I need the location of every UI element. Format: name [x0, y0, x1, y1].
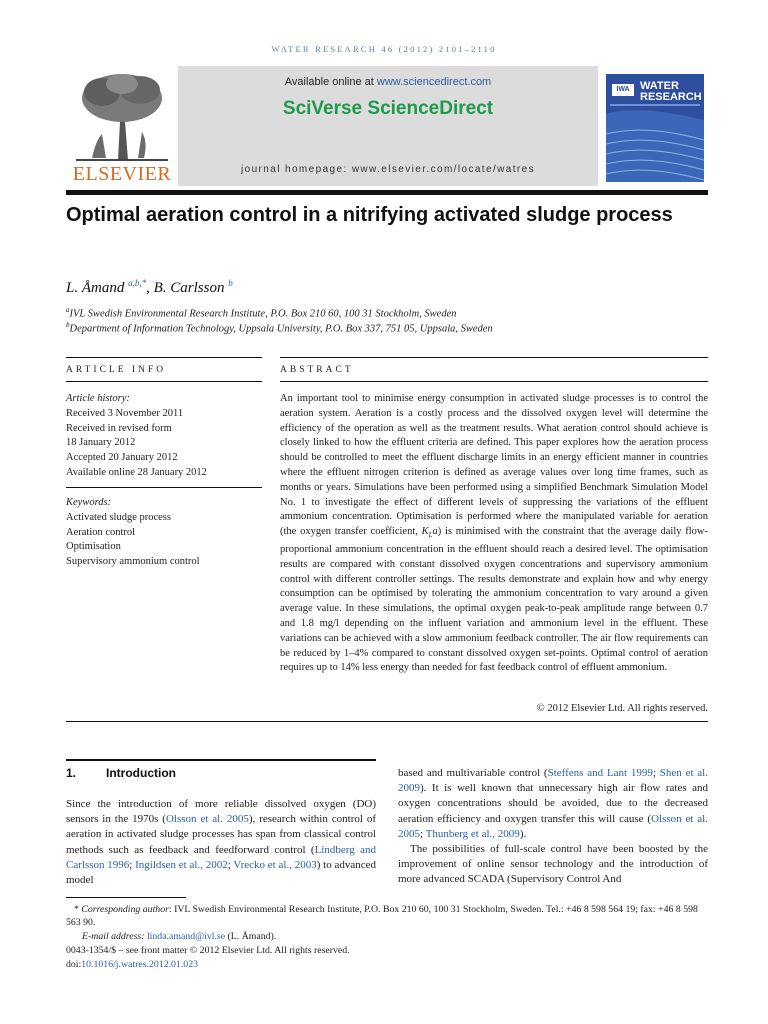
citation-link[interactable]: Thunberg et al., 2009 — [425, 827, 520, 840]
article-history — [66, 392, 262, 481]
divider — [66, 381, 262, 382]
author-list: L. Åmand $^{a,b,*}$, B. Carlsson $^b$ — [66, 278, 233, 296]
paragraph — [398, 766, 708, 842]
history-item: Accepted 20 January 2012 — [66, 452, 178, 464]
journal-homepage[interactable]: journal homepage: www.elsevier.com/locate/watres — [241, 164, 535, 175]
citation-link[interactable]: Steffens and Lant 1999 — [547, 767, 653, 779]
author-name: B. Carlsson — [153, 280, 225, 296]
text-run: ; — [227, 858, 234, 871]
email-link[interactable]: linda.amand@ivl.se — [146, 931, 226, 942]
divider — [66, 357, 262, 358]
article-info-label: ARTICLE INFO — [66, 365, 167, 375]
affiliation-b: $^b$Department of Information Technology, Uppsala University, P.O. Box 337, 751 05, Uppsala, Sweden — [66, 321, 493, 335]
journal-reference: WATER RESEARCH 46 (2012) 2101–2110 — [271, 44, 497, 54]
text-run: ) to advanced model — [66, 858, 376, 887]
header-rule — [66, 190, 708, 195]
citation-link[interactable]: Shen et al. 2009 — [398, 767, 708, 795]
affiliation-a: $^a$IVL Swedish Environmental Research Institute, P.O. Box 210 60, 100 31 Stockholm, Sweden — [66, 306, 457, 320]
sciencedirect-banner — [178, 66, 598, 186]
keyword-item: Aeration control — [66, 526, 136, 538]
paragraph: The possibilities of full-scale control have been boosted by the improvement of online sensor technology and the introduction of more advanced SCADA (Supervisory Control And — [398, 843, 708, 886]
citation-link[interactable]: Lindberg and Carlsson 1996 — [66, 843, 376, 871]
elsevier-tree-icon — [72, 70, 172, 162]
corresponding-author-note: * Corresponding author: IVL Swedish Environmental Research Institute, P.O. Box 210 60, 100 31 Stockholm, Sweden. Tel.: +46 8 598 564 19; fax: +46 8 598 563 90. — [66, 904, 698, 929]
citation-link[interactable]: Ingildsen et al., 2002 — [135, 858, 228, 871]
available-online: Available online at www.sciencedirect.com — [284, 76, 492, 88]
keywords — [66, 496, 262, 570]
history-item: Received 3 November 2011 — [66, 407, 184, 419]
elsevier-logo[interactable] — [66, 66, 178, 186]
email-note: E-mail address: linda.amand@ivl.se (L. Åmand). — [82, 931, 277, 942]
text-run: based and multivariable control ( — [398, 767, 548, 779]
keywords-heading: Keywords: — [66, 497, 112, 508]
author-affiliation-link[interactable]: a,b,* — [128, 278, 147, 288]
text-run: ; — [420, 827, 426, 840]
abstract-label: ABSTRACT — [280, 365, 354, 375]
text-run: ; — [652, 767, 660, 779]
publisher-name: ELSEVIER — [72, 163, 172, 185]
text-run: ). It is well known that unnecessary high air flow rates and oxygen concentrations should be avoided, due to the decreased aeration efficiency and oxygen transfer this will cause ( — [398, 782, 708, 825]
text-run: Since the introduction of more reliable dissolved oxygen (DO) sensors in the 1970s ( — [66, 798, 376, 826]
journal-cover[interactable] — [606, 74, 704, 182]
keyword-item: Activated sludge process — [66, 511, 171, 523]
keyword-item: Optimisation — [66, 541, 121, 553]
issn-note: 0043-1354/$ – see front matter © 2012 Elsevier Ltd. All rights reserved. — [66, 945, 350, 956]
history-item: Available online 28 January 2012 — [66, 466, 207, 478]
divider — [66, 759, 376, 761]
journal-header — [66, 66, 708, 186]
sciencedirect-link[interactable]: www.sciencedirect.com — [376, 76, 492, 88]
keyword-item: Supervisory ammonium control — [66, 556, 200, 568]
citation-link[interactable]: Olsson et al. 2005 — [398, 812, 708, 840]
intro-right-column — [398, 766, 708, 888]
author-name: L. Åmand — [66, 280, 125, 296]
cover-title: WATER RESEARCH — [640, 80, 702, 103]
citation-link[interactable]: Olsson et al. 2005 — [165, 813, 249, 826]
abstract-text: An important tool to minimise energy consumption in activated sludge processes is to control the aeration system. Aeration is a costly process and the dissolved oxygen level will determine the efficiency of the operation as well as the treatment results. What aeration control should achieve is closely linked to how the effluent criteria are defined. This paper explores how the aeration process should be controlled to meet the effluent discharge limits in an energy efficient manner in countries where the effluent nitrogen criterion is defined as average values over long time frames, such as months or years. Simulations have been performed using a simplified Benchmark Simulation Model No. 1 to investigate the effect of different levels of suppressing the variations of the effluent ammonium concentration. Optimisation is performed where the manipulated variable for aeration (the oxygen transfer coefficient, $K_La$) is minimised with the constraint that the average daily flow-proportional ammonium concentration in the effluent should reach a desired level. The optimisation results are compared with constant dissolved oxygen concentrations and supervisory ammonium control with different controller settings. The results demonstrate and explain how and why energy consumption can be optimised by tolerating the ammonium concentration to vary around a given average value. In these simulations, the optimal oxygen peak-to-peak amplitude range between 0.7 and 1.8 mg/l depending on the influent variation and ammonium level in the effluent. These variations can be achieved with a slow ammonium feedback controller. The air flow requirements can be reduced by 1–4% compared to constant dissolved oxygen set-points. Optimal control of aeration requires up to 14% less energy than needed for fast feedback control of effluent ammonium. — [280, 393, 708, 674]
history-item: Received in revised form — [66, 422, 172, 434]
citation-link[interactable]: Vrecko et al., 2003 — [233, 858, 317, 871]
iwa-logo: IWA — [612, 84, 634, 96]
text-run: ; — [129, 858, 136, 871]
intro-left-column — [66, 797, 376, 888]
text-run: ). — [519, 827, 527, 840]
divider — [280, 357, 708, 358]
author-affiliation-link[interactable]: b — [228, 278, 233, 288]
article-title: Optimal aeration control in a nitrifying activated sludge process — [66, 204, 673, 226]
divider — [66, 721, 708, 722]
platform-name: SciVerse ScienceDirect — [282, 98, 494, 119]
doi-link[interactable]: 10.1016/j.watres.2012.01.023 — [81, 959, 198, 970]
history-heading: Article history: — [66, 393, 130, 404]
history-item: 18 January 2012 — [66, 437, 136, 449]
copyright: © 2012 Elsevier Ltd. All rights reserved. — [536, 703, 708, 714]
section-heading: 1. Introduction — [66, 766, 176, 780]
text-run: ), research within control of aeration in activated sludge processes has span from classical control methods such as feedback and feedforward control ( — [66, 813, 377, 856]
divider — [66, 487, 262, 488]
doi-note: doi:10.1016/j.watres.2012.01.023 — [66, 959, 198, 970]
footnote-rule — [66, 897, 186, 898]
divider — [280, 381, 708, 382]
